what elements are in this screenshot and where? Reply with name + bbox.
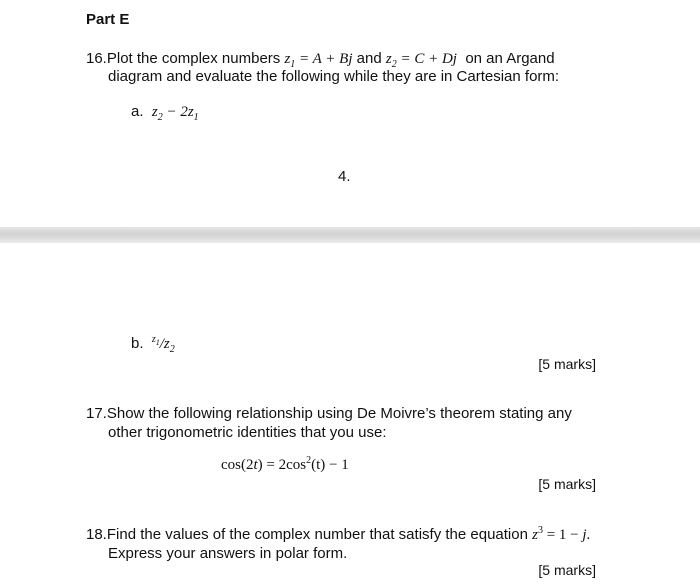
part-b bbox=[131, 335, 175, 353]
page-break-divider bbox=[0, 227, 700, 243]
question-16-number: 16. bbox=[86, 50, 107, 67]
part-a bbox=[131, 103, 199, 121]
question-17-text: Show the following relationship using De Moivre’s theorem stating any bbox=[106, 405, 572, 422]
cubic-equation: $z^3 = 1 - j$. bbox=[532, 525, 591, 543]
question-16-text-end: on an Argand bbox=[465, 50, 555, 67]
question-17-marks: [5 marks] bbox=[538, 476, 596, 492]
question-18-number: 18. bbox=[86, 526, 107, 543]
z1-definition: $z_1 = A + Bj$ bbox=[284, 51, 353, 70]
question-17-number: 17. bbox=[86, 405, 107, 422]
question-16-text-start: Plot the complex numbers bbox=[106, 50, 281, 67]
question-16-marks: [5 marks] bbox=[538, 356, 596, 372]
question-16-line-1 bbox=[86, 50, 555, 68]
question-18-text: Find the values of the complex number that satisfy the equation bbox=[106, 526, 528, 543]
question-18-line-1 bbox=[86, 526, 590, 544]
part-b-expression: $^{z_1}/z_2$ bbox=[151, 334, 175, 355]
part-a-expression: $z_2 - 2z_1$ bbox=[151, 104, 199, 123]
question-17-line-2: other trigonometric identities that you use: bbox=[108, 424, 387, 441]
part-b-label: b. bbox=[131, 335, 144, 352]
question-16-line-2: diagram and evaluate the following while they are in Cartesian form: bbox=[108, 68, 560, 85]
conjunction-and: and bbox=[356, 50, 382, 67]
question-18-marks: [5 marks] bbox=[538, 562, 596, 578]
page-number: 4. bbox=[338, 168, 351, 185]
part-a-label: a. bbox=[131, 103, 144, 120]
z2-definition: $z_2 = C + Dj$ bbox=[385, 51, 457, 70]
trig-identity-equation: $\cos(2t) = 2\cos^2(t) - 1$ bbox=[221, 455, 349, 473]
section-title: Part E bbox=[86, 11, 130, 28]
question-17-line-1 bbox=[86, 405, 572, 422]
question-18-line-2: Express your answers in polar form. bbox=[108, 545, 348, 562]
